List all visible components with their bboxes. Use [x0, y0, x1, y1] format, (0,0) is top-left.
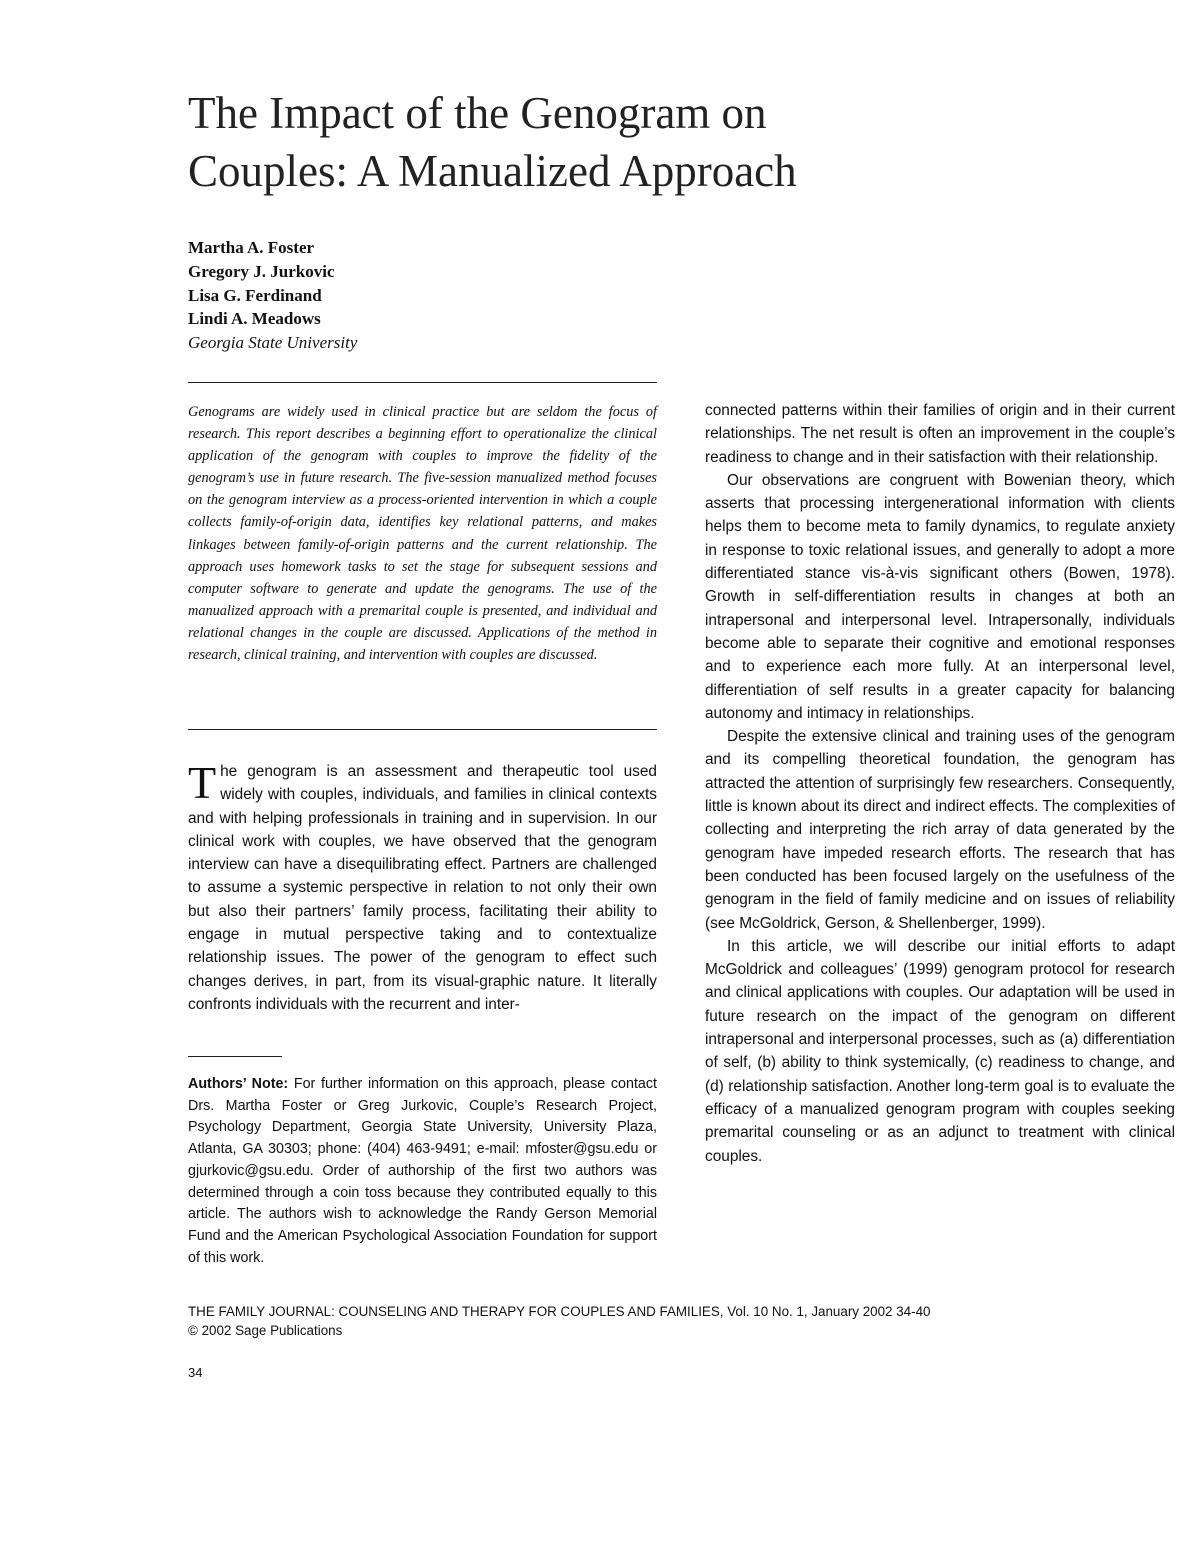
abstract-top-rule	[188, 382, 657, 383]
body-right-column	[705, 399, 1175, 1168]
abstract-bottom-rule	[188, 729, 657, 730]
authors-note	[188, 1074, 657, 1269]
body-paragraph: In this article, we will describe our initial efforts to adapt McGoldrick and colleagues’ (1999) genogram protocol for research and clinical applications with couples. Our adaptation will be used in future research on the impact of the genogram on different intrapersonal and interpersonal processes, such as (a) differentiation of self, (b) ability to think systemically, (c) readiness to change, and (d) relationship satisfaction. Another long-term goal is to evaluate the efficacy of a manualized genogram program with couples seeking premarital counseling or as an adjunct to treatment with clinical couples.	[705, 937, 1175, 1165]
author-name: Gregory J. Jurkovic	[188, 261, 335, 281]
body-left-column	[188, 757, 657, 1016]
page-number: 34	[188, 1365, 203, 1380]
body-paragraph: connected patterns within their families of origin and in their current relationships. The net result is often an improvement in the couple’s readiness to change and in their satisfaction with their relationship.	[705, 402, 1175, 466]
copyright-line: © 2002 Sage Publications	[188, 1323, 343, 1338]
drop-cap: T	[188, 757, 217, 808]
body-paragraph: Despite the extensive clinical and training uses of the genogram and its compelling theoretical foundation, the genogram has attracted the attention of surprisingly few researchers. Consequently, little is known about its direct and indirect effects. The complexities of collecting and interpreting the rich array of data generated by the genogram have impeded research efforts. The research that has been conducted has been focused largely on the usefulness of the genogram in the field of family medicine and on issues of reliability (see McGoldrick, Gerson, & Shellenberger, 1999).	[705, 728, 1175, 932]
abstract: Genograms are widely used in clinical practice but are seldom the focus of research. This report describes a beginning effort to operationalize the clinical application of the genogram with couples to improve the fidelity of the genogram’s use in future research. The five-session manualized method focuses on the genogram interview as a process-oriented intervention in which a couple collects family-of-origin data, identifies key relational patterns, and makes linkages between family-of-origin patterns and the current relationship. The approach uses homework tasks to set the stage for subsequent sessions and computer software to generate and update the genograms. The use of the manualized approach with a premarital couple is presented, and individual and relational changes in the couple are discussed. Applications of the method in research, clinical training, and intervention with couples are discussed.	[188, 404, 657, 664]
author-name: Lisa G. Ferdinand	[188, 285, 322, 305]
authors-note-text: For further information on this approach, please contact Drs. Martha Foster or Greg Jurkovic, Couple’s Research Project, Psychology Department, Georgia State University, University Plaza, Atlanta, GA 30303; phone: (404) 463-9491; e-mail: mfoster@gsu.edu or gjurkovic@gsu.edu. Order of authorship of the first two authors was determined through a coin toss because they contributed equally to this article. The authors wish to acknowledge the Randy Gerson Memorial Fund and the American Psychological Association Foundation for support of this work.	[188, 1076, 657, 1266]
journal-footer	[188, 1302, 1168, 1340]
body-text: he genogram is an assessment and therapeutic tool used widely with couples, individuals, and families in clinical contexts and with helping professionals in training and in supervision. In our clinical work with couples, we have observed that the genogram interview can have a disequilibrating effect. Partners are challenged to assume a systemic perspective in relation to not only their own but also their partners’ family process, facilitating their ability to engage in mutual perspective taking and to contextualize relationship issues. The power of the genogram to effect such changes derives, in part, from its visual-graphic nature. It literally confronts individuals with the recurrent and inter-	[188, 763, 657, 1013]
author-affiliation: Georgia State University	[188, 333, 358, 353]
article-title	[188, 84, 988, 200]
title-line-2: Couples: A Manualized Approach	[188, 146, 797, 196]
body-paragraph	[188, 757, 657, 1016]
body-paragraph: Our observations are congruent with Bowenian theory, which asserts that processing intergenerational information with clients helps them to become meta to family dynamics, to regulate anxiety in response to toxic relational issues, and generally to adopt a more differentiated stance vis-à-vis significant others (Bowen, 1978). Growth in self-differentiation results in changes at both an intrapersonal and interpersonal level. Intrapersonally, individuals become able to separate their cognitive and emotional responses and to experience each more fully. At an interpersonal level, differentiation of self results in a greater capacity for balancing autonomy and intimacy in relationships.	[705, 471, 1175, 722]
author-name: Lindi A. Meadows	[188, 309, 321, 329]
journal-citation: THE FAMILY JOURNAL: COUNSELING AND THERAPY FOR COUPLES AND FAMILIES, Vol. 10 No. 1, January 2002 34-40	[188, 1304, 931, 1319]
title-line-1: The Impact of the Genogram on	[188, 88, 767, 138]
footnote-rule	[188, 1056, 282, 1057]
author-block	[188, 236, 357, 355]
author-name: Martha A. Foster	[188, 238, 315, 257]
authors-note-label: Authors’ Note:	[188, 1076, 289, 1092]
